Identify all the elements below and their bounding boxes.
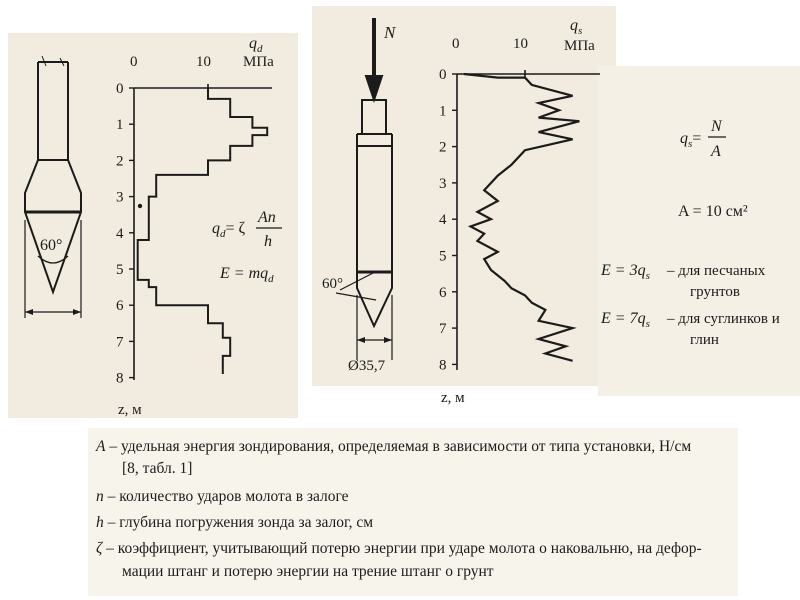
svg-text:qs=: $q_s=$ <box>680 130 702 150</box>
svg-text:N: N <box>711 118 722 135</box>
mid-ytick-label: 5 <box>439 248 447 265</box>
mid-xtick-10: 10 <box>513 36 528 52</box>
mid-diameter: Ø35,7 <box>348 358 386 374</box>
left-ytick-label: 6 <box>116 298 124 315</box>
mid-ytick-label: 2 <box>439 139 447 156</box>
left-cone-angle: 60° <box>40 237 63 254</box>
svg-text:h: h <box>264 233 272 250</box>
left-unit-symbol: $q_d$ <box>249 35 263 55</box>
svg-text:qd= ζ: $q_d= \zeta$ <box>212 220 246 240</box>
left-ytick-label: 2 <box>116 153 124 170</box>
legend-line-h: h – глубина погружения зонда за залог, см <box>96 514 374 531</box>
mid-ytick-label: 0 <box>439 67 447 83</box>
mid-ytick-label: 3 <box>439 175 447 192</box>
e-sand-desc: – для песчаных <box>667 263 766 279</box>
mid-chart-axes <box>457 70 600 370</box>
left-ytick-label: 4 <box>116 225 124 242</box>
left-ytick-label: 0 <box>116 81 124 97</box>
left-ytick-label: 3 <box>116 189 124 206</box>
qs-formula <box>680 118 726 160</box>
left-ytick-label: 5 <box>116 262 124 278</box>
left-unit: МПа <box>243 54 274 70</box>
mid-unit: МПа <box>564 38 595 54</box>
e-clay-desc: – для суглинков и <box>667 311 780 327</box>
left-E-formula: $E = mq_d$ <box>220 265 274 285</box>
mid-chart-yticks <box>439 67 457 373</box>
left-cone-drawing <box>25 56 81 318</box>
legend-line-A-ref: [8, табл. 1] <box>122 460 193 477</box>
left-chart-axes <box>134 84 272 380</box>
legend-line-zeta-cont: мации штанг и потерю энергии на трение штанг о грунт <box>122 563 494 580</box>
left-ytick-label: 8 <box>116 370 124 387</box>
e-clay-formula: $E = 7q_s$ <box>601 310 650 330</box>
force-label: N <box>384 23 396 42</box>
area-formula: A = 10 см² <box>678 203 748 220</box>
legend-line-zeta: ζ – коэффициент, учитывающий потерю энергии при ударе молота о наковальню, на дефор- <box>96 540 702 557</box>
mid-z-label: z, м <box>441 390 465 406</box>
mid-qs-profile <box>464 74 580 361</box>
mid-xtick-0: 0 <box>452 36 460 52</box>
mid-ytick-label: 7 <box>439 321 447 338</box>
mid-unit-symbol: $q_s$ <box>570 17 583 37</box>
mid-ytick-label: 1 <box>439 103 447 120</box>
dot-marker <box>138 204 142 208</box>
e-clay-desc2: глин <box>690 332 719 348</box>
e-sand-formula: $E = 3q_s$ <box>601 262 650 282</box>
e-sand-desc2: грунтов <box>690 284 740 300</box>
mid-cone-angle: 60° <box>322 276 343 292</box>
left-qd-profile <box>138 88 268 374</box>
left-xtick-10: 10 <box>196 54 211 70</box>
mid-ytick-label: 6 <box>439 284 447 301</box>
left-ytick-label: 7 <box>116 334 124 351</box>
mid-ytick-label: 8 <box>439 357 447 374</box>
mid-cone-drawing <box>336 18 392 360</box>
legend-line-n: n – количество ударов молота в залоге <box>96 488 349 505</box>
svg-text:A: A <box>711 143 721 160</box>
left-z-label: z, м <box>118 402 142 418</box>
svg-text:An: An <box>258 209 276 226</box>
mid-ytick-label: 4 <box>439 212 447 229</box>
left-ytick-label: 1 <box>116 117 124 134</box>
left-xtick-0: 0 <box>130 54 138 70</box>
left-chart-yticks <box>116 81 134 387</box>
legend-line-A: A – удельная энергия зондирования, определяемая в зависимости от типа установки, Н/см <box>96 438 692 455</box>
left-qd-formula <box>212 209 282 250</box>
